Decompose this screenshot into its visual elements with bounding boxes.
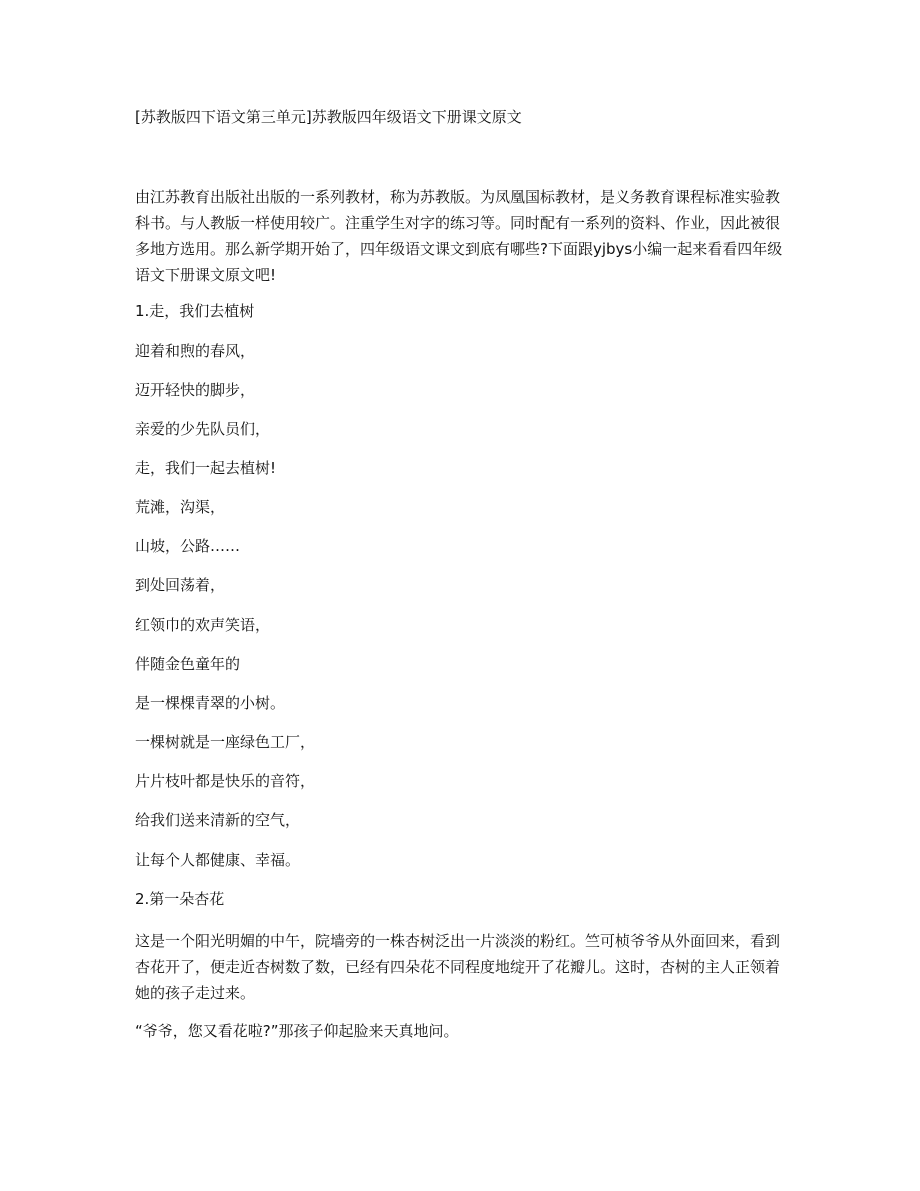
poem-line: 走，我们一起去植树! [135,459,277,477]
poem-line: 让每个人都健康、幸福。 [135,851,301,869]
poem-line: 伴随金色童年的 [135,655,241,673]
poem-line: 片片枝叶都是快乐的音符， [135,772,316,790]
poem-line: 到处回荡着， [135,576,226,594]
poem-line: 山坡，公路…… [135,537,241,555]
lesson2-heading: 2.第一朵杏花 [135,890,225,908]
lesson2-paragraph: 这是一个阳光明媚的中午，院墙旁的一株杏树泛出一片淡淡的粉红。竺可桢爷爷从外面回来，看到杏花开了，便走近杏树数了数，已经有四朵花不同程度地绽开了花瓣儿。这时，杏树的主人正领着她的孩子走过来。 [135,932,781,1002]
poem-line: 荒滩，沟渠， [135,498,226,516]
lesson2-dialogue: “爷爷，您又看花啦?”那孩子仰起脸来天真地问。 [135,1022,459,1040]
poem-line: 红领巾的欢声笑语， [135,616,271,634]
lesson1-heading: 1.走，我们去植树 [135,302,255,320]
poem-line: 是一棵棵青翠的小树。 [135,694,286,712]
document-title: [苏教版四下语文第三单元]苏教版四年级语文下册课文原文 [135,108,522,126]
poem-line: 迈开轻快的脚步， [135,381,256,399]
poem-line: 亲爱的少先队员们， [135,420,271,438]
poem-line: 一棵树就是一座绿色工厂， [135,733,316,751]
poem-line: 给我们送来清新的空气， [135,811,301,829]
intro-paragraph: 由江苏教育出版社出版的一系列教材，称为苏教版。为凤凰国标教材，是义务教育课程标准实验教科书。与人教版一样使用较广。注重学生对字的练习等。同时配有一系列的资料、作业，因此被很多地方选用。那么新学期开始了，四年级语文课文到底有哪些?下面跟yjbys小编一起来看看四年级语文下册课文原文吧! [135,188,783,284]
poem-line: 迎着和煦的春风， [135,342,256,360]
